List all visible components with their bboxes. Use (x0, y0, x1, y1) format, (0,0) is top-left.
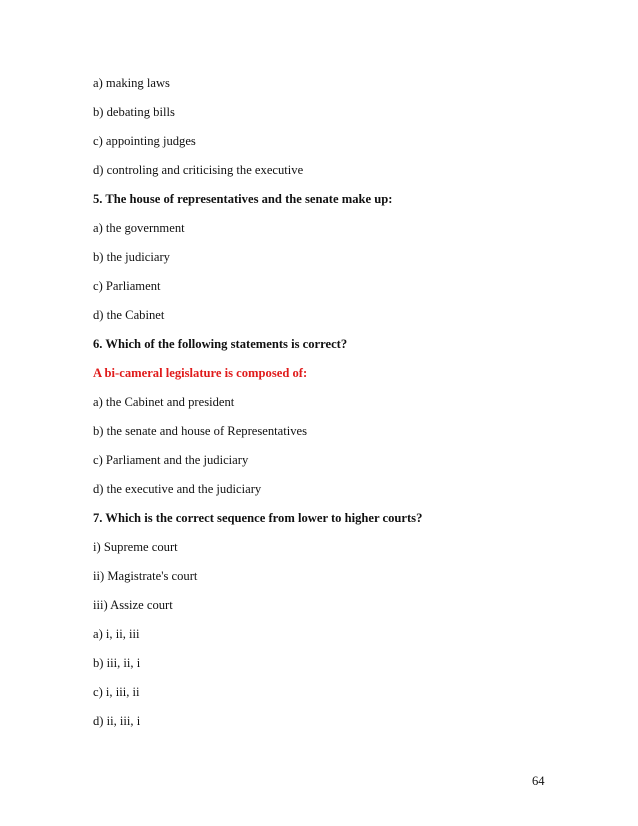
option-line: d) the Cabinet (93, 308, 165, 322)
statement-line: ii) Magistrate's court (93, 569, 198, 583)
question-6-subprompt: A bi-cameral legislature is composed of: (93, 366, 308, 380)
question-6: 6. Which of the following statements is correct? (93, 337, 348, 351)
option-line: b) iii, ii, i (93, 656, 141, 670)
option-line: a) the Cabinet and president (93, 395, 235, 409)
option-line: b) the senate and house of Representatives (93, 424, 308, 438)
option-line: c) Parliament and the judiciary (93, 453, 249, 467)
question-5: 5. The house of representatives and the senate make up: (93, 192, 393, 206)
statement-line: i) Supreme court (93, 540, 178, 554)
option-line: c) appointing judges (93, 134, 196, 148)
option-line: d) ii, iii, i (93, 714, 141, 728)
option-line: b) debating bills (93, 105, 175, 119)
option-line: d) the executive and the judiciary (93, 482, 262, 496)
statement-line: iii) Assize court (93, 598, 173, 612)
option-line: a) i, ii, iii (93, 627, 140, 641)
option-line: b) the judiciary (93, 250, 170, 264)
option-line: c) i, iii, ii (93, 685, 140, 699)
question-7: 7. Which is the correct sequence from lower to higher courts? (93, 511, 423, 525)
option-line: a) making laws (93, 76, 170, 90)
option-line: d) controling and criticising the executive (93, 163, 304, 177)
option-line: c) Parliament (93, 279, 161, 293)
option-line: a) the government (93, 221, 185, 235)
page-number: 64 (532, 774, 545, 788)
